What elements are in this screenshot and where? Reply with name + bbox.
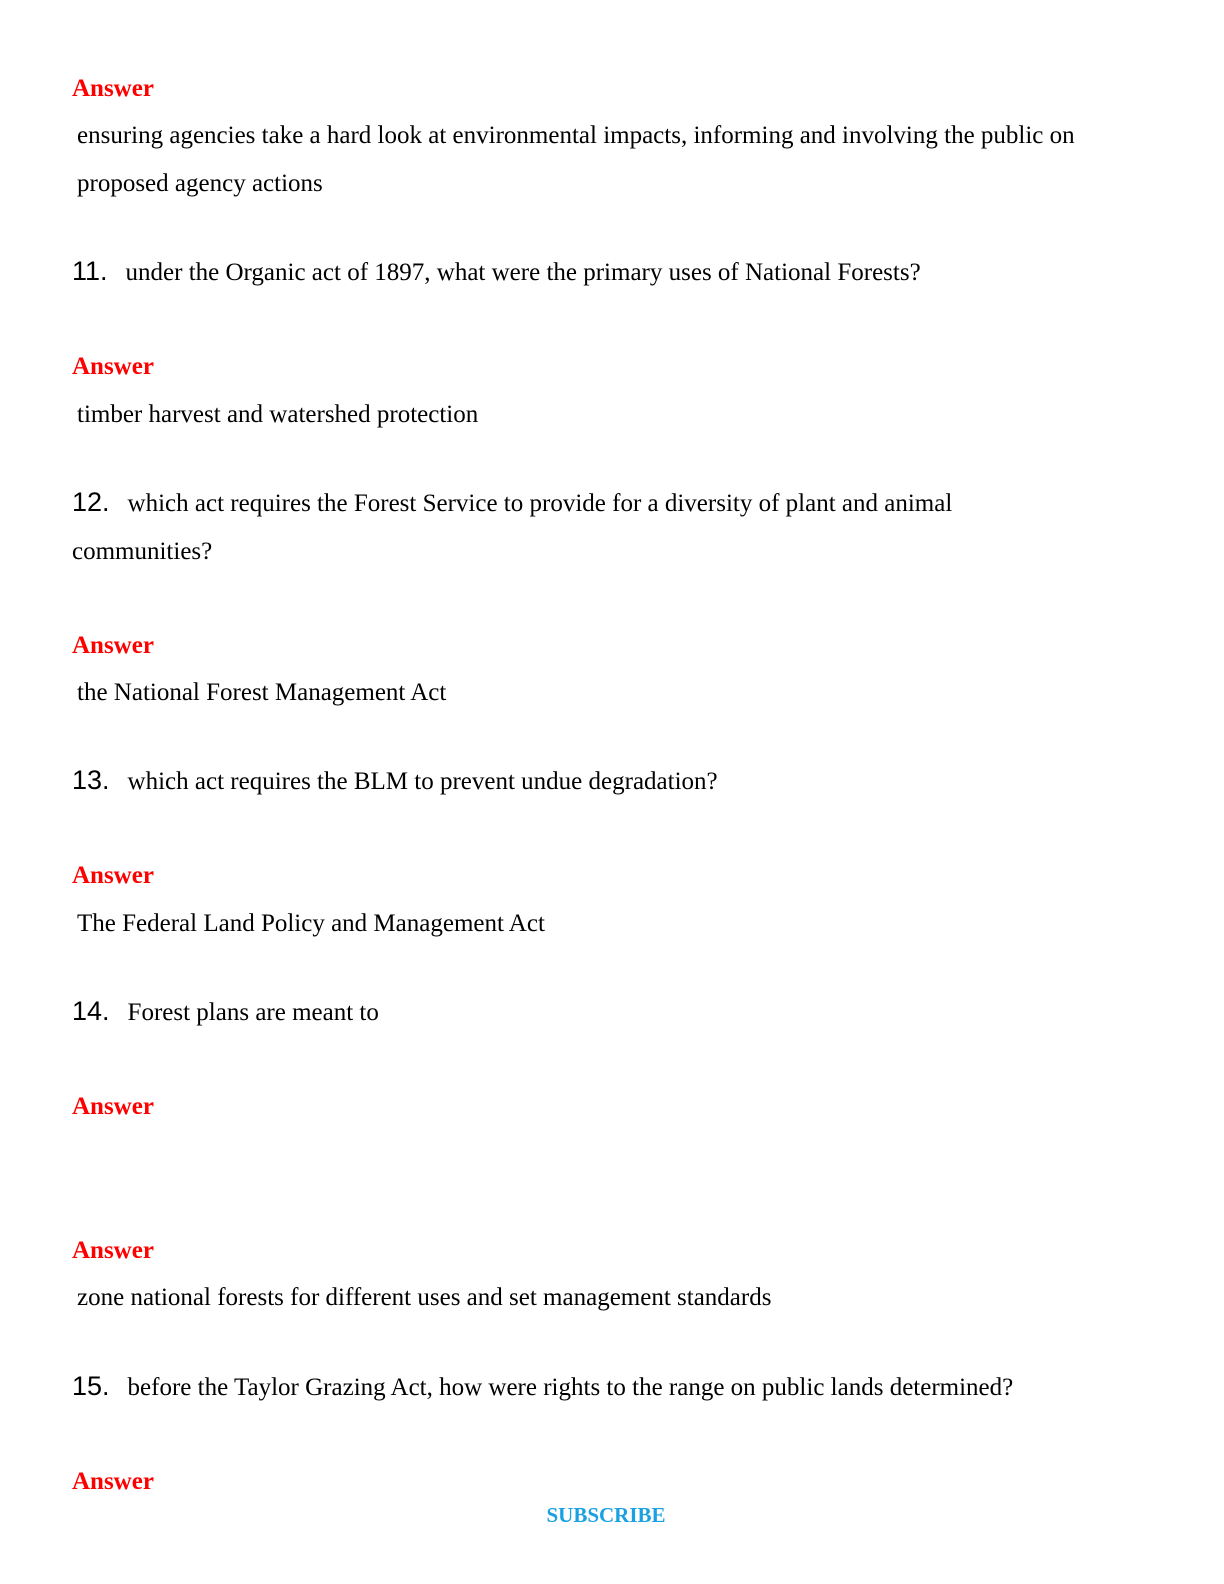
answer-text: ensuring agencies take a hard look at environmental impacts, informing and involving the public on proposed agency actions — [77, 122, 1075, 197]
answer-label: Answer — [72, 1237, 154, 1264]
answer-label: Answer — [72, 1468, 154, 1495]
answer-text: the National Forest Management Act — [77, 679, 447, 706]
question-number: 11. — [72, 256, 108, 286]
question-number: 13. — [72, 765, 110, 795]
answer-label: Answer — [72, 862, 154, 889]
answer-label: Answer — [72, 75, 154, 102]
subscribe-link[interactable]: SUBSCRIBE — [546, 1503, 666, 1527]
question-text: which act requires the BLM to prevent undue degradation? — [127, 768, 718, 795]
answer-text: The Federal Land Policy and Management Act — [77, 910, 545, 937]
question-item — [72, 478, 1032, 576]
answer-label: Answer — [72, 632, 154, 659]
question-item — [72, 987, 1132, 1037]
answer-label: Answer — [72, 1093, 154, 1120]
answer-label: Answer — [72, 353, 154, 380]
question-text: under the Organic act of 1897, what were the primary uses of National Forests? — [125, 259, 921, 286]
question-number: 12. — [72, 487, 110, 517]
question-text: Forest plans are meant to — [127, 999, 379, 1026]
question-number: 14. — [72, 996, 110, 1026]
question-text: before the Taylor Grazing Act, how were rights to the range on public lands determined? — [127, 1374, 1014, 1401]
question-item — [72, 247, 1132, 297]
question-item — [72, 756, 1132, 806]
answer-text: zone national forests for different uses and set management standards — [77, 1284, 772, 1311]
question-item — [72, 1362, 1132, 1412]
answer-text: timber harvest and watershed protection — [77, 401, 479, 428]
question-text: which act requires the Forest Service to provide for a diversity of plant and animal communities? — [72, 490, 953, 565]
question-number: 15. — [72, 1371, 110, 1401]
